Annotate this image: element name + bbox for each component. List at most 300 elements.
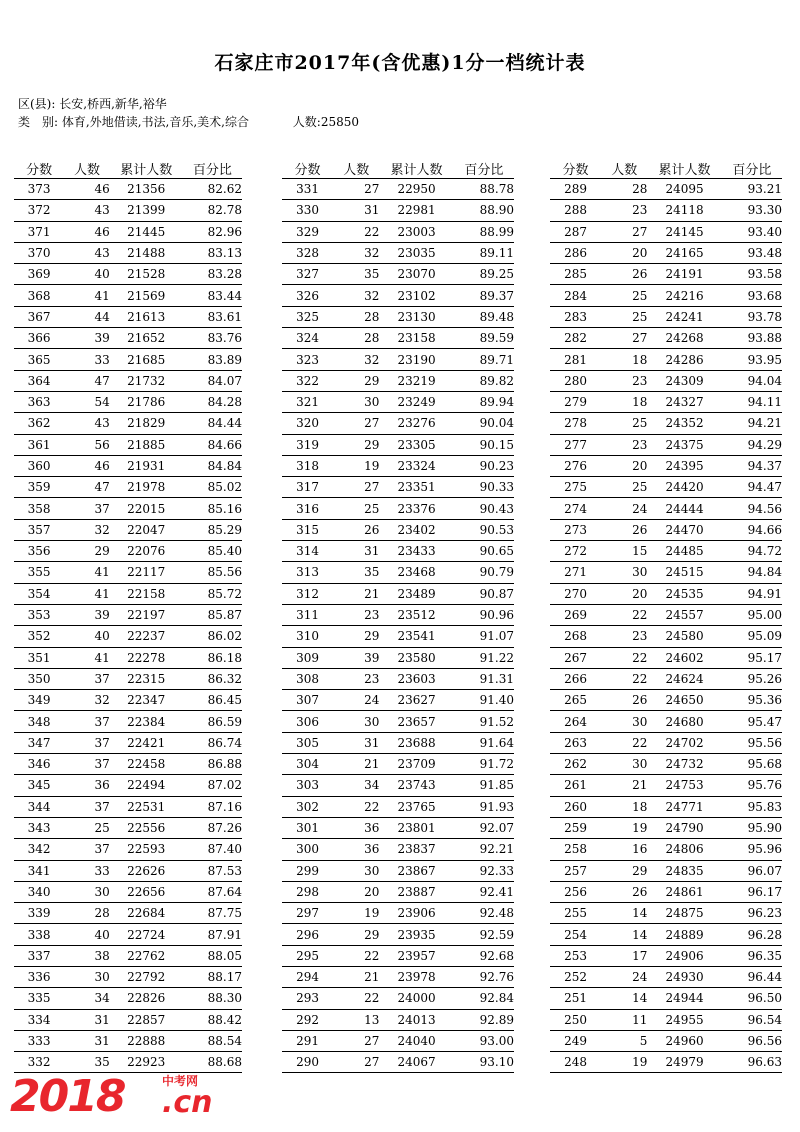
cell-count: 32 — [64, 690, 110, 711]
table-row — [282, 732, 514, 753]
table-row — [282, 945, 514, 966]
cell-percent: 90.33 — [454, 477, 514, 498]
cell-cumulative: 23468 — [379, 562, 453, 583]
district-label: 区(县): — [18, 97, 56, 111]
table-row — [550, 583, 782, 604]
logo-number: 2018 — [10, 1071, 125, 1122]
table-row — [14, 690, 242, 711]
cell-count: 47 — [64, 477, 110, 498]
cell-count: 14 — [601, 988, 647, 1009]
cell-count: 15 — [601, 541, 647, 562]
cell-percent: 90.65 — [454, 541, 514, 562]
header-score: 分数 — [550, 158, 601, 179]
cell-count: 17 — [601, 945, 647, 966]
cell-count: 46 — [64, 221, 110, 242]
cell-cumulative: 23102 — [379, 285, 453, 306]
cell-count: 41 — [64, 583, 110, 604]
cell-cumulative: 23130 — [379, 306, 453, 327]
cell-cumulative: 23957 — [379, 945, 453, 966]
table-row — [14, 775, 242, 796]
table-row — [14, 434, 242, 455]
table-row — [550, 711, 782, 732]
cell-cumulative: 24580 — [647, 626, 721, 647]
cell-cumulative: 22421 — [110, 732, 183, 753]
table-row — [282, 498, 514, 519]
cell-cumulative: 24268 — [647, 328, 721, 349]
table-row — [282, 796, 514, 817]
cell-cumulative: 24557 — [647, 604, 721, 625]
cell-percent: 83.89 — [183, 349, 242, 370]
cell-cumulative: 21399 — [110, 200, 183, 221]
cell-count: 41 — [64, 562, 110, 583]
cell-score: 282 — [550, 328, 601, 349]
cell-cumulative: 23305 — [379, 434, 453, 455]
cell-count: 23 — [601, 370, 647, 391]
cell-percent: 94.47 — [722, 477, 782, 498]
cell-percent: 87.02 — [183, 775, 242, 796]
cell-cumulative: 22384 — [110, 711, 183, 732]
table-row — [550, 413, 782, 434]
cell-score: 283 — [550, 306, 601, 327]
cell-score: 317 — [282, 477, 333, 498]
cell-cumulative: 24535 — [647, 583, 721, 604]
table-row — [550, 604, 782, 625]
cell-cumulative: 22656 — [110, 881, 183, 902]
cell-percent: 96.23 — [722, 903, 782, 924]
table-row — [550, 349, 782, 370]
cell-count: 37 — [64, 839, 110, 860]
table-row — [282, 1030, 514, 1051]
cell-cumulative: 23603 — [379, 668, 453, 689]
cell-count: 37 — [64, 498, 110, 519]
cell-score: 342 — [14, 839, 64, 860]
cell-percent: 82.62 — [183, 179, 242, 200]
cell-count: 27 — [333, 477, 379, 498]
cell-score: 370 — [14, 242, 64, 263]
cell-percent: 91.07 — [454, 626, 514, 647]
cell-cumulative: 22278 — [110, 647, 183, 668]
cell-count: 43 — [64, 242, 110, 263]
table-row — [282, 519, 514, 540]
table-row — [550, 860, 782, 881]
table-row — [550, 242, 782, 263]
cell-percent: 95.26 — [722, 668, 782, 689]
table-row — [14, 626, 242, 647]
cell-score: 300 — [282, 839, 333, 860]
table-row — [14, 498, 242, 519]
table-row — [14, 200, 242, 221]
cell-count: 18 — [601, 796, 647, 817]
cell-cumulative: 23688 — [379, 732, 453, 753]
cell-percent: 94.21 — [722, 413, 782, 434]
cell-count: 27 — [333, 1030, 379, 1051]
table-row — [282, 328, 514, 349]
cell-cumulative: 24602 — [647, 647, 721, 668]
cell-cumulative: 22724 — [110, 924, 183, 945]
table-row — [282, 839, 514, 860]
cell-score: 345 — [14, 775, 64, 796]
cell-score: 307 — [282, 690, 333, 711]
cell-score: 355 — [14, 562, 64, 583]
table-row — [282, 817, 514, 838]
table-row — [550, 541, 782, 562]
cell-percent: 93.21 — [722, 179, 782, 200]
table-row — [282, 349, 514, 370]
cell-percent: 93.58 — [722, 264, 782, 285]
cell-count: 14 — [601, 924, 647, 945]
cell-count: 32 — [64, 519, 110, 540]
cell-percent: 94.56 — [722, 498, 782, 519]
cell-cumulative: 23627 — [379, 690, 453, 711]
cell-count: 24 — [601, 498, 647, 519]
cell-count: 20 — [333, 881, 379, 902]
cell-cumulative: 23035 — [379, 242, 453, 263]
cell-cumulative: 21613 — [110, 306, 183, 327]
table-row — [282, 690, 514, 711]
cell-percent: 96.56 — [722, 1030, 782, 1051]
cell-cumulative: 23276 — [379, 413, 453, 434]
cell-count: 41 — [64, 285, 110, 306]
cell-percent: 88.78 — [454, 179, 514, 200]
table-row — [14, 370, 242, 391]
cell-count: 23 — [333, 604, 379, 625]
cell-score: 324 — [282, 328, 333, 349]
cell-percent: 91.40 — [454, 690, 514, 711]
cell-count: 31 — [333, 200, 379, 221]
cell-score: 298 — [282, 881, 333, 902]
cell-score: 286 — [550, 242, 601, 263]
table-row — [550, 881, 782, 902]
cell-cumulative: 22684 — [110, 903, 183, 924]
cell-cumulative: 24000 — [379, 988, 453, 1009]
cell-percent: 89.11 — [454, 242, 514, 263]
cell-count: 28 — [333, 306, 379, 327]
cell-score: 273 — [550, 519, 601, 540]
cell-count: 30 — [601, 711, 647, 732]
cell-cumulative: 21685 — [110, 349, 183, 370]
cell-count: 31 — [333, 732, 379, 753]
cell-percent: 95.17 — [722, 647, 782, 668]
cell-count: 39 — [64, 604, 110, 625]
table-row — [282, 434, 514, 455]
cell-cumulative: 24444 — [647, 498, 721, 519]
header-cumulative: 累计人数 — [379, 158, 453, 179]
cell-score: 312 — [282, 583, 333, 604]
table-row — [14, 264, 242, 285]
cell-score: 344 — [14, 796, 64, 817]
cell-count: 30 — [601, 562, 647, 583]
table-row — [282, 242, 514, 263]
cell-count: 22 — [333, 221, 379, 242]
cell-percent: 94.72 — [722, 541, 782, 562]
cell-count: 22 — [333, 945, 379, 966]
cell-cumulative: 21356 — [110, 179, 183, 200]
cell-count: 27 — [333, 1052, 379, 1073]
table-row — [14, 839, 242, 860]
cell-count: 30 — [333, 391, 379, 412]
cell-percent: 89.25 — [454, 264, 514, 285]
cell-cumulative: 23709 — [379, 754, 453, 775]
table-row — [550, 306, 782, 327]
cell-count: 44 — [64, 306, 110, 327]
cell-count: 32 — [333, 285, 379, 306]
cell-score: 278 — [550, 413, 601, 434]
cell-cumulative: 22076 — [110, 541, 183, 562]
table-row — [282, 562, 514, 583]
cell-cumulative: 24395 — [647, 455, 721, 476]
table-row — [550, 264, 782, 285]
header-cumulative: 累计人数 — [647, 158, 721, 179]
cell-score: 293 — [282, 988, 333, 1009]
cell-score: 367 — [14, 306, 64, 327]
table-row — [550, 690, 782, 711]
cell-cumulative: 22626 — [110, 860, 183, 881]
cell-percent: 95.47 — [722, 711, 782, 732]
cell-score: 280 — [550, 370, 601, 391]
cell-score: 304 — [282, 754, 333, 775]
cell-percent: 92.33 — [454, 860, 514, 881]
cell-count: 23 — [333, 668, 379, 689]
cell-count: 39 — [333, 647, 379, 668]
cell-percent: 92.21 — [454, 839, 514, 860]
cell-cumulative: 22857 — [110, 1009, 183, 1030]
cell-score: 321 — [282, 391, 333, 412]
cell-count: 21 — [601, 775, 647, 796]
cell-percent: 91.64 — [454, 732, 514, 753]
cell-score: 285 — [550, 264, 601, 285]
cell-cumulative: 22197 — [110, 604, 183, 625]
cell-cumulative: 24806 — [647, 839, 721, 860]
cell-cumulative: 23351 — [379, 477, 453, 498]
cell-cumulative: 22531 — [110, 796, 183, 817]
cell-percent: 85.29 — [183, 519, 242, 540]
cell-cumulative: 24889 — [647, 924, 721, 945]
table-row — [14, 349, 242, 370]
cell-count: 41 — [64, 647, 110, 668]
table-row — [282, 583, 514, 604]
table-row — [14, 647, 242, 668]
cell-cumulative: 23324 — [379, 455, 453, 476]
cell-count: 20 — [601, 242, 647, 263]
table-row — [14, 817, 242, 838]
table-row — [282, 221, 514, 242]
cell-count: 28 — [333, 328, 379, 349]
table-row — [550, 285, 782, 306]
table-row — [282, 775, 514, 796]
cell-percent: 84.66 — [183, 434, 242, 455]
cell-cumulative: 23978 — [379, 966, 453, 987]
cell-score: 308 — [282, 668, 333, 689]
cell-percent: 90.96 — [454, 604, 514, 625]
table-row — [14, 306, 242, 327]
cell-count: 27 — [333, 413, 379, 434]
cell-cumulative: 22792 — [110, 966, 183, 987]
cell-cumulative: 22826 — [110, 988, 183, 1009]
table-row — [14, 711, 242, 732]
cell-cumulative: 22593 — [110, 839, 183, 860]
cell-count: 29 — [601, 860, 647, 881]
cell-percent: 86.02 — [183, 626, 242, 647]
cell-percent: 91.72 — [454, 754, 514, 775]
cell-score: 250 — [550, 1009, 601, 1030]
cell-percent: 94.29 — [722, 434, 782, 455]
cell-count: 14 — [601, 903, 647, 924]
cell-cumulative: 24835 — [647, 860, 721, 881]
cell-cumulative: 24470 — [647, 519, 721, 540]
table-row — [550, 754, 782, 775]
cell-count: 19 — [601, 1052, 647, 1073]
cell-cumulative: 21786 — [110, 391, 183, 412]
cell-cumulative: 23801 — [379, 817, 453, 838]
site-logo[interactable] — [10, 1070, 240, 1124]
cell-percent: 87.91 — [183, 924, 242, 945]
table-row — [282, 179, 514, 200]
cell-percent: 94.37 — [722, 455, 782, 476]
cell-score: 336 — [14, 966, 64, 987]
table-row — [14, 1030, 242, 1051]
cell-cumulative: 23541 — [379, 626, 453, 647]
cell-percent: 82.96 — [183, 221, 242, 242]
table-row — [550, 455, 782, 476]
cell-score: 251 — [550, 988, 601, 1009]
cell-cumulative: 22158 — [110, 583, 183, 604]
cell-percent: 95.90 — [722, 817, 782, 838]
cell-percent: 95.09 — [722, 626, 782, 647]
cell-score: 359 — [14, 477, 64, 498]
cell-percent: 83.44 — [183, 285, 242, 306]
cell-percent: 96.17 — [722, 881, 782, 902]
cell-percent: 90.23 — [454, 455, 514, 476]
cell-percent: 89.48 — [454, 306, 514, 327]
cell-count: 28 — [601, 179, 647, 200]
cell-score: 353 — [14, 604, 64, 625]
cell-score: 258 — [550, 839, 601, 860]
table-row — [14, 413, 242, 434]
cell-percent: 85.56 — [183, 562, 242, 583]
cell-percent: 92.68 — [454, 945, 514, 966]
cell-cumulative: 24067 — [379, 1052, 453, 1073]
cell-percent: 91.85 — [454, 775, 514, 796]
cell-percent: 85.40 — [183, 541, 242, 562]
table-row — [14, 881, 242, 902]
table-row — [550, 988, 782, 1009]
cell-percent: 83.76 — [183, 328, 242, 349]
cell-count: 37 — [64, 711, 110, 732]
cell-percent: 92.84 — [454, 988, 514, 1009]
cell-count: 22 — [333, 988, 379, 1009]
cell-score: 294 — [282, 966, 333, 987]
cell-score: 249 — [550, 1030, 601, 1051]
table-row — [14, 477, 242, 498]
cell-count: 21 — [333, 754, 379, 775]
cell-count: 26 — [333, 519, 379, 540]
cell-score: 364 — [14, 370, 64, 391]
cell-count: 21 — [333, 966, 379, 987]
cell-score: 354 — [14, 583, 64, 604]
table-row — [550, 775, 782, 796]
cell-score: 309 — [282, 647, 333, 668]
cell-percent: 92.59 — [454, 924, 514, 945]
cell-score: 269 — [550, 604, 601, 625]
cell-score: 346 — [14, 754, 64, 775]
cell-score: 267 — [550, 647, 601, 668]
cell-percent: 88.30 — [183, 988, 242, 1009]
table-row — [14, 391, 242, 412]
cell-score: 262 — [550, 754, 601, 775]
cell-score: 303 — [282, 775, 333, 796]
cell-count: 29 — [333, 626, 379, 647]
district-value: 长安,桥西,新华,裕华 — [59, 97, 167, 111]
table-row — [282, 754, 514, 775]
header-cumulative: 累计人数 — [110, 158, 183, 179]
cell-score: 371 — [14, 221, 64, 242]
cell-count: 28 — [64, 903, 110, 924]
cell-count: 16 — [601, 839, 647, 860]
cell-percent: 84.07 — [183, 370, 242, 391]
table-row — [550, 221, 782, 242]
cell-percent: 90.87 — [454, 583, 514, 604]
cell-count: 36 — [333, 839, 379, 860]
table-row — [14, 221, 242, 242]
cell-percent: 92.07 — [454, 817, 514, 838]
cell-cumulative: 24286 — [647, 349, 721, 370]
cell-count: 26 — [601, 264, 647, 285]
cell-percent: 88.54 — [183, 1030, 242, 1051]
cell-count: 21 — [333, 583, 379, 604]
cell-cumulative: 22762 — [110, 945, 183, 966]
cell-score: 338 — [14, 924, 64, 945]
cell-count: 22 — [601, 647, 647, 668]
cell-percent: 92.89 — [454, 1009, 514, 1030]
cell-cumulative: 21885 — [110, 434, 183, 455]
cell-score: 327 — [282, 264, 333, 285]
cell-score: 253 — [550, 945, 601, 966]
table-row — [14, 583, 242, 604]
cell-count: 27 — [601, 328, 647, 349]
table-row — [550, 1030, 782, 1051]
table-row — [282, 881, 514, 902]
cell-cumulative: 23376 — [379, 498, 453, 519]
cell-cumulative: 24955 — [647, 1009, 721, 1030]
table-row — [550, 903, 782, 924]
cell-score: 334 — [14, 1009, 64, 1030]
cell-score: 333 — [14, 1030, 64, 1051]
cell-percent: 95.00 — [722, 604, 782, 625]
cell-percent: 86.45 — [183, 690, 242, 711]
cell-count: 54 — [64, 391, 110, 412]
cell-count: 23 — [601, 434, 647, 455]
cell-score: 326 — [282, 285, 333, 306]
cell-score: 281 — [550, 349, 601, 370]
cell-cumulative: 22888 — [110, 1030, 183, 1051]
cell-count: 47 — [64, 370, 110, 391]
cell-percent: 86.74 — [183, 732, 242, 753]
table-row — [550, 200, 782, 221]
table-row — [550, 477, 782, 498]
cell-score: 254 — [550, 924, 601, 945]
cell-cumulative: 24702 — [647, 732, 721, 753]
table-row — [282, 647, 514, 668]
cell-count: 5 — [601, 1030, 647, 1051]
table-row — [14, 668, 242, 689]
category-label: 类 别: — [18, 115, 59, 129]
cell-count: 13 — [333, 1009, 379, 1030]
cell-percent: 86.32 — [183, 668, 242, 689]
header-count: 人数 — [64, 158, 110, 179]
cell-score: 341 — [14, 860, 64, 881]
cell-percent: 89.37 — [454, 285, 514, 306]
cell-cumulative: 22923 — [110, 1052, 183, 1073]
